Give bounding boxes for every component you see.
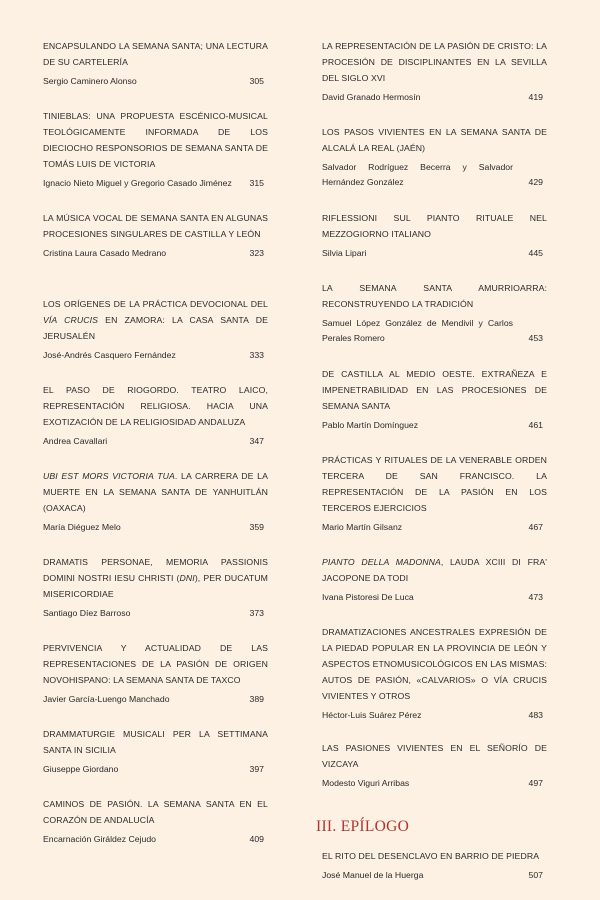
toc-entry[interactable]	[43, 640, 268, 707]
entry-page: 483	[528, 710, 543, 720]
entry-title: DE CASTILLA AL MEDIO OESTE. EXTRAÑEZA E IMPENETRABILIDAD EN LAS PROCESIONES DE SEMANA SANTA	[322, 369, 547, 411]
section-heading-epilogue: III. EPÍLOGO	[316, 818, 410, 835]
toc-entry[interactable]	[322, 366, 547, 433]
toc-entry[interactable]	[322, 624, 547, 723]
entry-page: 467	[528, 522, 543, 532]
entry-page: 373	[249, 608, 264, 618]
entry-page: 409	[249, 834, 264, 844]
entry-page: 397	[249, 764, 264, 774]
entry-author: María Diéguez Melo	[43, 522, 121, 532]
entry-page: 359	[249, 522, 264, 532]
toc-entry[interactable]	[43, 296, 268, 363]
toc-entry[interactable]	[322, 554, 547, 605]
entry-page: 497	[528, 778, 543, 788]
entry-author: Salvador Rodríguez Becerra y Salvador Hernández González	[322, 162, 513, 187]
entry-page: 315	[249, 178, 264, 188]
entry-author: Cristina Laura Casado Medrano	[43, 248, 167, 258]
entry-author: Javier García-Luengo Manchado	[43, 694, 170, 704]
entry-title: LOS PASOS VIVIENTES EN LA SEMANA SANTA DE ALCALÁ LA REAL (JAÉN)	[322, 127, 547, 153]
toc-entry[interactable]	[322, 280, 547, 346]
entry-author: Sergio Caminero Alonso	[43, 76, 137, 86]
entry-title: CAMINOS DE PASIÓN. LA SEMANA SANTA EN EL CORAZÓN DE ANDALUCÍA	[43, 799, 268, 825]
entry-page: 389	[249, 694, 264, 704]
entry-author: Giuseppe Giordano	[43, 764, 119, 774]
entry-page: 473	[528, 592, 543, 602]
entry-author: José Manuel de la Huerga	[322, 870, 424, 880]
entry-title: LA REPRESENTACIÓN DE LA PASIÓN DE CRISTO: LA PROCESIÓN DE DISCIPLINANTES EN LA SEVILLA DEL SIGLO XVI	[322, 41, 547, 83]
toc-entry[interactable]	[322, 210, 547, 261]
toc-entry[interactable]	[43, 210, 268, 261]
entry-title: LA SEMANA SANTA AMURRIOARRA: RECONSTRUYENDO LA TRADICIÓN	[322, 283, 547, 309]
entry-title: DRAMATIS PERSONAE, MEMORIA PASSIONIS DOMINI NOSTRI IESU CHRISTI (DNI), PER DUCATUM MISERICORDIAE	[43, 557, 268, 599]
entry-page: 323	[249, 248, 264, 258]
toc-entry[interactable]	[43, 796, 268, 847]
toc-entry[interactable]	[322, 848, 547, 883]
entry-title: UBI EST MORS VICTORIA TUA. LA CARRERA DE LA MUERTE EN LA SEMANA SANTA DE YANHUITLÁN (OAXACA)	[43, 471, 268, 513]
entry-author: Ignacio Nieto Miguel y Gregorio Casado Jiménez	[43, 178, 232, 188]
entry-page: 453	[528, 333, 543, 343]
entry-author: Encarnación Giráldez Cejudo	[43, 834, 157, 844]
entry-title: RIFLESSIONI SUL PIANTO RITUALE NEL MEZZOGIORNO ITALIANO	[322, 213, 547, 239]
entry-title: LAS PASIONES VIVIENTES EN EL SEÑORÍO DE VIZCAYA	[322, 743, 547, 769]
entry-page: 419	[528, 92, 543, 102]
entry-title: EL PASO DE RIOGORDO. TEATRO LAICO, REPRESENTACIÓN RELIGIOSA. HACIA UNA EXOTIZACIÓN DE LA RELIGIOSIDAD ANDALUZA	[43, 385, 268, 427]
entry-author: David Granado Hermosín	[322, 92, 421, 102]
entry-author: Samuel López González de Mendivil y Carlos Perales Romero	[322, 318, 513, 343]
toc-entry[interactable]	[43, 38, 268, 89]
entry-author: Andrea Cavallari	[43, 436, 108, 446]
entry-title: LA MÚSICA VOCAL DE SEMANA SANTA EN ALGUNAS PROCESIONES SINGULARES DE CASTILLA Y LEÓN	[43, 213, 268, 239]
entry-page: 305	[249, 76, 264, 86]
entry-page: 445	[528, 248, 543, 258]
toc-entry[interactable]	[322, 452, 547, 535]
entry-author: Santiago Díez Barroso	[43, 608, 131, 618]
entry-author: José-Andrés Casquero Fernández	[43, 350, 176, 360]
entry-title: LOS ORÍGENES DE LA PRÁCTICA DEVOCIONAL DEL VÍA CRUCIS EN ZAMORA: LA CASA SANTA DE JERUSALÉN	[43, 299, 268, 341]
entry-title: ENCAPSULANDO LA SEMANA SANTA; UNA LECTURA DE SU CARTELERÍA	[43, 41, 268, 67]
entry-author: Ivana Pistoresi De Luca	[322, 592, 414, 602]
entry-page: 347	[249, 436, 264, 446]
toc-entry[interactable]	[43, 468, 268, 535]
entry-title: TINIEBLAS: UNA PROPUESTA ESCÉNICO-MUSICAL TEOLÓGICAMENTE INFORMADA DE LOS DIECIOCHO RESPONSORIOS DE SEMANA SANTA DE TOMÁS LUIS DE VICTORIA	[43, 111, 268, 169]
entry-title: DRAMMATURGIE MUSICALI PER LA SETTIMANA SANTA IN SICILIA	[43, 729, 268, 755]
entry-title: PIANTO DELLA MADONNA, LAUDA XCIII DI FRA' JACOPONE DA TODI	[322, 557, 548, 583]
toc-entry[interactable]	[322, 38, 547, 105]
toc-entry[interactable]	[43, 726, 268, 777]
entry-author: Pablo Martín Domínguez	[322, 420, 419, 430]
entry-author: Silvia Lipari	[322, 248, 367, 258]
toc-entry[interactable]	[322, 740, 547, 791]
entry-author: Modesto Viguri Arribas	[322, 778, 410, 788]
entry-page: 333	[249, 350, 264, 360]
entry-author: Héctor-Luis Suárez Pérez	[322, 710, 422, 720]
entry-title: PRÁCTICAS Y RITUALES DE LA VENERABLE ORDEN TERCERA DE SAN FRANCISCO. LA REPRESENTACIÓN DE LA PASIÓN EN LOS TERCEROS EJERCICIOS	[322, 455, 547, 513]
toc-entry[interactable]	[43, 554, 268, 621]
entry-page: 429	[528, 177, 543, 187]
entry-page: 461	[528, 420, 543, 430]
entry-title: PERVIVENCIA Y ACTUALIDAD DE LAS REPRESENTACIONES DE LA PASIÓN DE ORIGEN NOVOHISPANO: LA SEMANA SANTA DE TAXCO	[43, 643, 268, 685]
entry-author: Mario Martín Gilsanz	[322, 522, 403, 532]
entry-page: 507	[528, 870, 543, 880]
toc-entry[interactable]	[43, 382, 268, 449]
entry-title: DRAMATIZACIONES ANCESTRALES EXPRESIÓN DE LA PIEDAD POPULAR EN LA PROVINCIA DE LEÓN Y ASPECTOS ETNOMUSICOLÓGICOS EN LAS MISMAS: AUTOS DE PASIÓN, «CALVARIOS» O VÍA CRUCIS VIVIENTES Y OTROS	[322, 627, 547, 701]
toc-entry[interactable]	[322, 124, 547, 190]
toc-entry[interactable]	[43, 108, 268, 191]
entry-title: EL RITO DEL DESENCLAVO EN BARRIO DE PIEDRA	[322, 851, 540, 861]
